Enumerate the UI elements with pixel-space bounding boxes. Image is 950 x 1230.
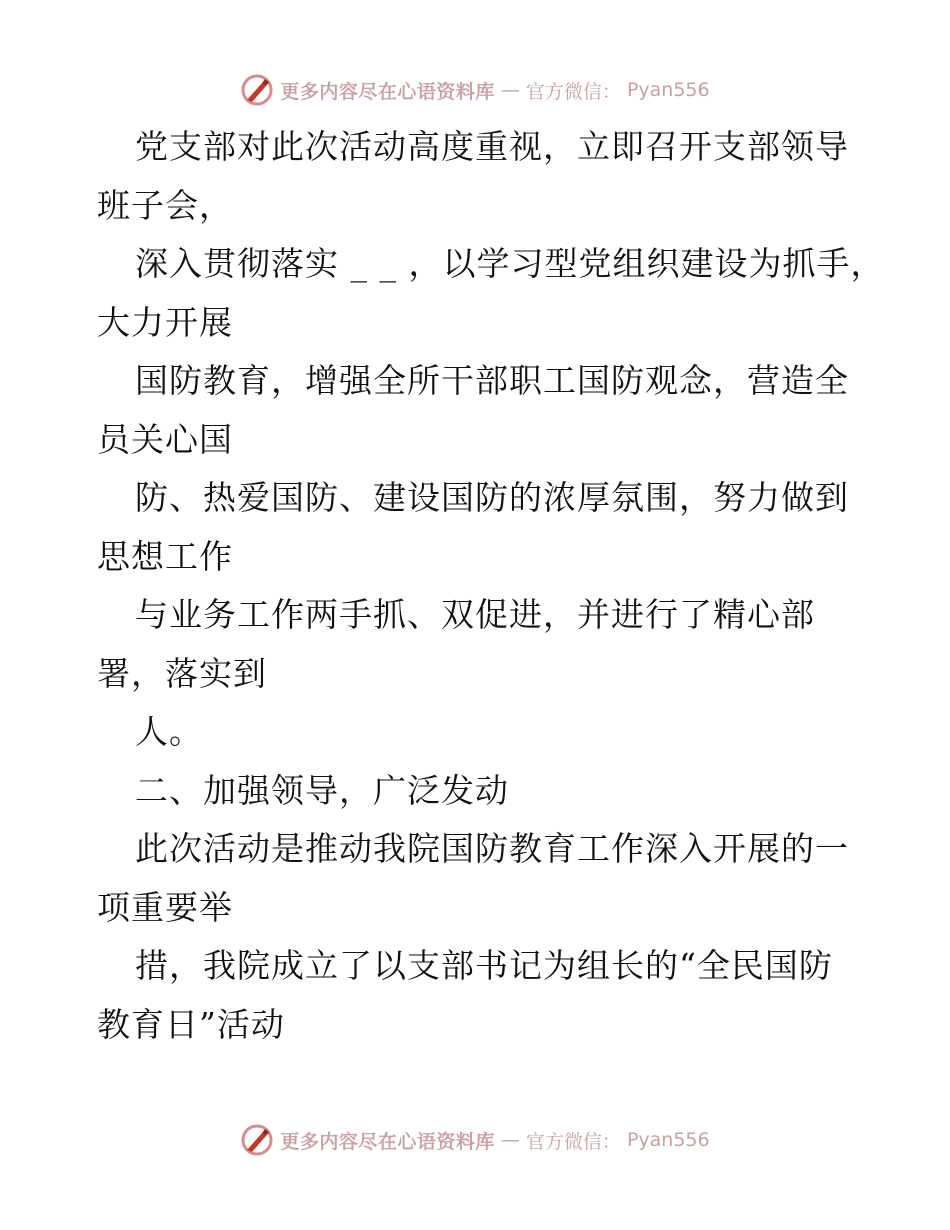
text-line: 员关心国 xyxy=(97,419,233,459)
text-line: 人。 xyxy=(135,712,203,751)
footer-banner xyxy=(0,1120,950,1160)
text-line: 班子会， xyxy=(97,185,233,225)
footer-brand-text: 更多内容尽在心语资料库 xyxy=(280,1130,495,1153)
section-heading: 二、加强领导，广泛发动 xyxy=(135,770,509,810)
footer-wechat-id: Pyan556 xyxy=(626,1129,710,1151)
text-line: 教育日”活动 xyxy=(97,1004,285,1044)
red-pen-logo-icon xyxy=(240,73,274,107)
text-line: 署，落实到 xyxy=(97,653,267,693)
footer-dash: — xyxy=(500,1129,520,1151)
text-line: 大力开展 xyxy=(97,302,233,342)
text-line: 思想工作 xyxy=(97,536,233,576)
text-line: 国防教育，增强全所干部职工国防观念，营造全 xyxy=(135,361,849,400)
document-body xyxy=(97,118,885,1054)
red-pen-logo-icon xyxy=(240,1123,274,1157)
header-brand-text: 更多内容尽在心语资料库 xyxy=(280,80,495,103)
text-line: 此次活动是推动我院国防教育工作深入开展的一 xyxy=(135,829,849,868)
text-line: 项重要举 xyxy=(97,887,233,927)
header-official-label: 官方微信： xyxy=(525,80,621,103)
text-line: 措，我院成立了以支部书记为组长的“全民国防 xyxy=(135,946,833,985)
header-dash: — xyxy=(500,79,520,101)
text-line: 党支部对此次活动高度重视，立即召开支部领导 xyxy=(135,127,849,166)
text-line: 与业务工作两手抓、双促进，并进行了精心部 xyxy=(135,595,815,634)
header-wechat-id: Pyan556 xyxy=(626,79,710,101)
footer-official-label: 官方微信： xyxy=(525,1130,621,1153)
text-line: 深入贯彻落实 _ _ ，以学习型党组织建设为抓手， xyxy=(135,244,885,283)
text-line: 防、热爱国防、建设国防的浓厚氛围，努力做到 xyxy=(135,478,849,517)
header-banner xyxy=(0,70,950,110)
